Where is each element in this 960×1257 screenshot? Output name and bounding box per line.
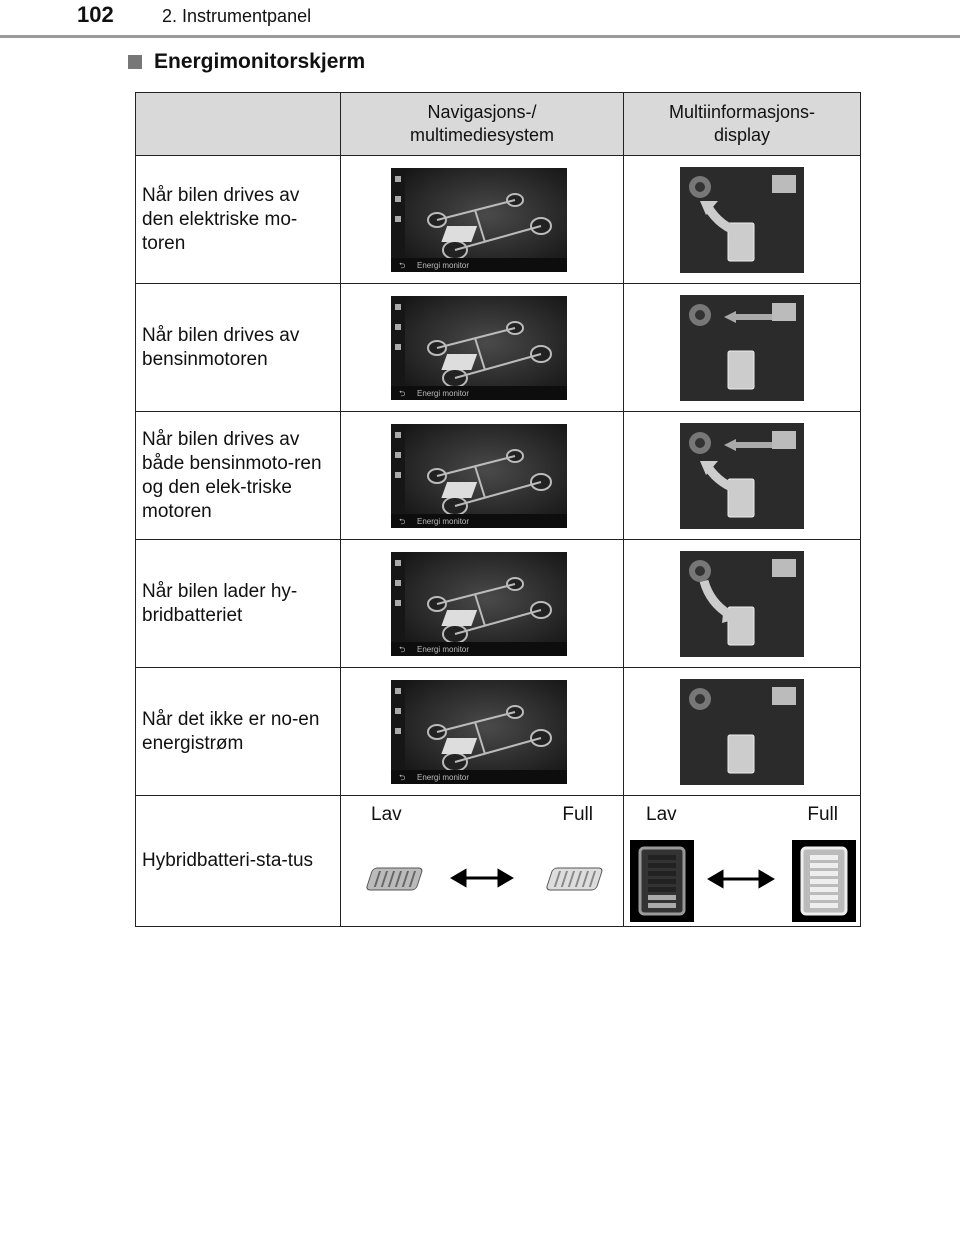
engine-icon [772,559,796,577]
mid-screen-cell [624,540,861,668]
battery-icon [728,735,754,773]
nav-screen-cell [341,156,624,284]
section-title: Energimonitorskjerm [154,50,366,73]
table-row [136,412,861,540]
energy-monitor-table [135,92,861,927]
screen-caption: Energi monitor [417,772,470,782]
svg-text:⮌: ⮌ [399,516,406,526]
energy-monitor-screen [375,166,589,274]
battery-pack-icon [441,610,477,626]
screen-caption: Energi monitor [417,260,470,270]
header-rule [0,35,960,38]
screen-caption: Energi monitor [417,516,470,526]
mid-battery-status [624,796,861,927]
row-label: Når det ikke er no-en energistrøm [136,668,341,796]
level-low-label: Lav [646,804,677,825]
mid-screen-cell [624,412,861,540]
battery-low-icon [640,848,684,914]
battery-status-row [136,796,861,927]
mid-screen-cell [624,668,861,796]
nav-battery-status [341,796,624,927]
mid-energy-screen [680,679,804,785]
battery-pack-icon [441,738,477,754]
section-heading [128,50,365,74]
mid-battery-scale [630,840,856,924]
battery-low-icon [366,868,423,890]
row-label: Når bilen drives av bensinmotoren [136,284,341,412]
svg-text:⮌: ⮌ [399,260,406,270]
battery-pack-icon [441,354,477,370]
bullet-square-icon [128,55,142,69]
battery-pack-icon [441,226,477,242]
page-number: 102 [77,2,114,27]
engine-icon [772,303,796,321]
nav-screen-cell [341,540,624,668]
header-mid: Multiinformasjons-display [624,93,861,156]
engine-icon [772,175,796,193]
table-row [136,156,861,284]
mid-screen-cell [624,284,861,412]
svg-text:⮌: ⮌ [399,644,406,654]
energy-monitor-screen [375,550,589,658]
mid-energy-screen [680,167,804,273]
double-arrow-icon [453,871,511,885]
screen-caption: Energi monitor [417,644,470,654]
battery-icon [728,351,754,389]
table-header-row [136,93,861,156]
nav-screen-cell [341,284,624,412]
battery-pack-icon [441,482,477,498]
nav-screen-cell [341,412,624,540]
header-empty-cell [136,93,341,156]
row-label: Hybridbatteri-sta-tus [136,796,341,927]
battery-full-icon [802,848,846,914]
screen-caption: Energi monitor [417,388,470,398]
svg-text:⮌: ⮌ [399,388,406,398]
engine-icon [772,687,796,705]
table-row [136,668,861,796]
level-low-label: Lav [371,804,402,825]
level-full-label: Full [807,804,838,825]
mid-energy-screen [680,295,804,401]
row-label: Når bilen lader hy-bridbatteriet [136,540,341,668]
nav-screen-cell [341,668,624,796]
table-row [136,284,861,412]
engine-icon [772,431,796,449]
row-label: Når bilen drives av både bensinmoto-ren og den elek-triske motoren [136,412,341,540]
double-arrow-icon [710,872,772,886]
row-label: Når bilen drives av den elektriske mo-toren [136,156,341,284]
mid-screen-cell [624,156,861,284]
table-row [136,540,861,668]
mid-energy-screen [680,423,804,529]
battery-full-icon [546,868,603,890]
energy-monitor-screen [375,294,589,402]
battery-icon [728,607,754,645]
level-full-label: Full [562,804,593,825]
page-header [0,0,960,38]
energy-monitor-screen [375,678,589,786]
svg-text:⮌: ⮌ [399,772,406,782]
mid-energy-screen [680,551,804,657]
header-nav: Navigasjons-/ multimediesystem [341,93,624,156]
nav-battery-scale [355,858,615,908]
chapter-title: 2. Instrumentpanel [162,6,312,26]
energy-monitor-screen [375,422,589,530]
